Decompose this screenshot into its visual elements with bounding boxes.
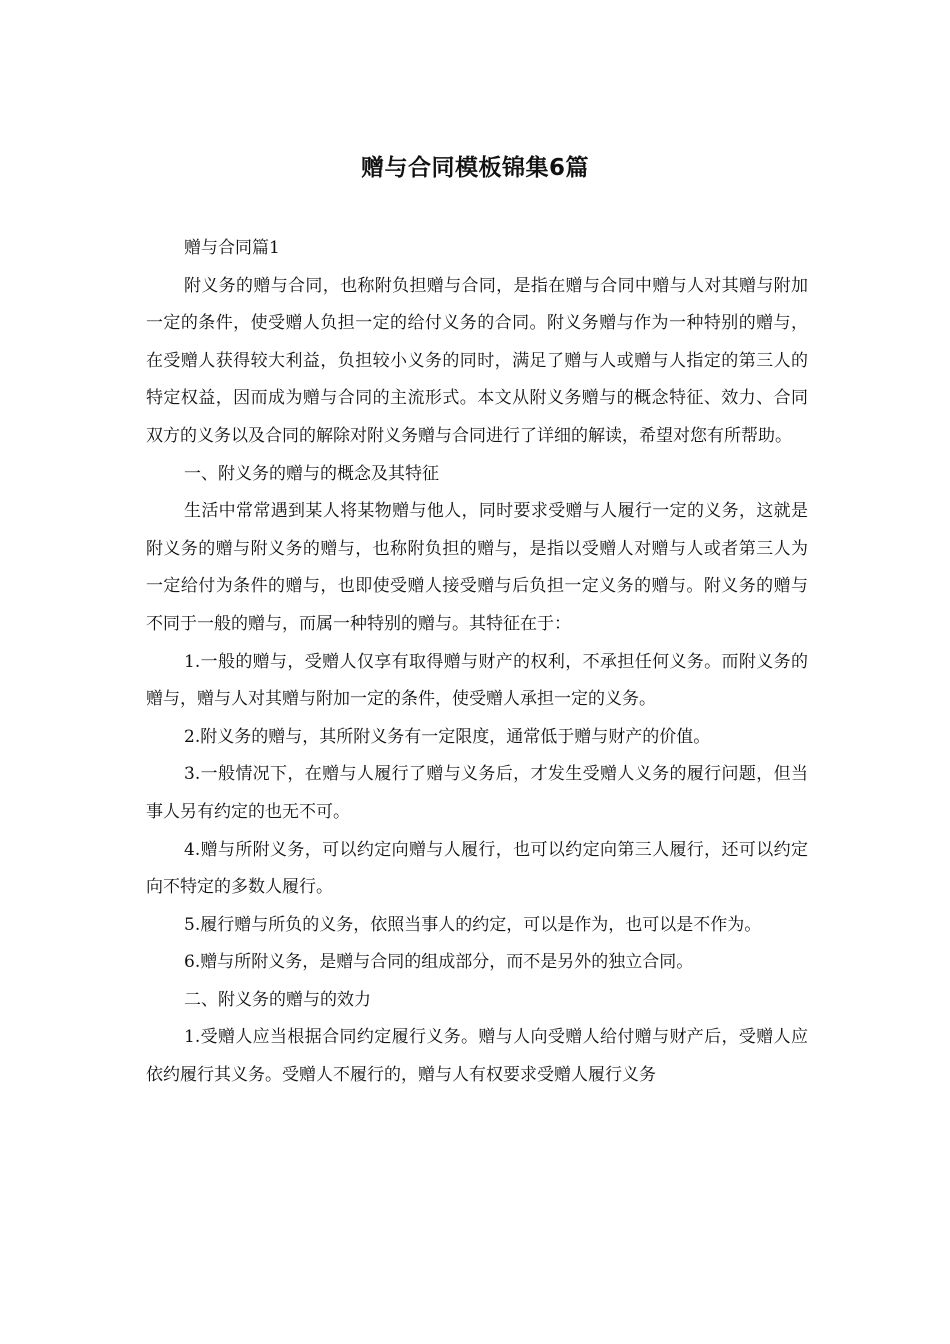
list-item: 6.赠与所附义务，是赠与合同的组成部分，而不是另外的独立合同。	[184, 952, 694, 973]
list-item: 5.履行赠与所负的义务，依照当事人的约定，可以是作为，也可以是不作为。	[184, 914, 762, 935]
paragraph-heading-2: 二、附义务的赠与的效力	[184, 989, 371, 1010]
list-item: 2.附义务的赠与，其所附义务有一定限度，通常低于赠与财产的价值。	[184, 726, 711, 747]
document-body	[146, 230, 808, 1095]
list-item: 4.赠与所附义务，可以约定向赠与人履行，也可以约定向第三人履行，还可以约定向不特定的多数人履行。	[146, 839, 808, 898]
list-item: 1.受赠人应当根据合同约定履行义务。赠与人向受赠人给付赠与财产后，受赠人应依约履行其义务。受赠人不履行的，赠与人有权要求受赠人履行义务	[146, 1027, 808, 1086]
list-item: 1.一般的赠与，受赠人仅享有取得赠与财产的权利，不承担任何义务。而附义务的赠与，赠与人对其赠与附加一定的条件，使受赠人承担一定的义务。	[146, 651, 808, 710]
paragraph-intro: 附义务的赠与合同，也称附负担赠与合同，是指在赠与合同中赠与人对其赠与附加一定的条件，使受赠人负担一定的给付义务的合同。附义务赠与作为一种特别的赠与，在受赠人获得较大利益，负担较小义务的同时，满足了赠与人或赠与人指定的第三人的特定权益，因而成为赠与合同的主流形式。本文从附义务赠与的概念特征、效力、合同双方的义务以及合同的解除对附义务赠与合同进行了详细的解读，希望对您有所帮助。	[146, 275, 808, 446]
paragraph-heading-1: 一、附义务的赠与的概念及其特征	[184, 463, 439, 484]
paragraph-section-heading: 赠与合同篇1	[184, 238, 280, 258]
document-title: 赠与合同模板锦集6篇	[360, 155, 589, 181]
paragraph: 生活中常常遇到某人将某物赠与他人，同时要求受赠与人履行一定的义务，这就是附义务的赠与附义务的赠与，也称附负担的赠与，是指以受赠人对赠与人或者第三人为一定给付为条件的赠与，也即使受赠人接受赠与后负担一定义务的赠与。附义务的赠与不同于一般的赠与，而属一种特别的赠与。其特征在于：	[146, 501, 808, 634]
list-item: 3.一般情况下，在赠与人履行了赠与义务后，才发生受赠人义务的履行问题，但当事人另有约定的也无不可。	[146, 764, 808, 822]
